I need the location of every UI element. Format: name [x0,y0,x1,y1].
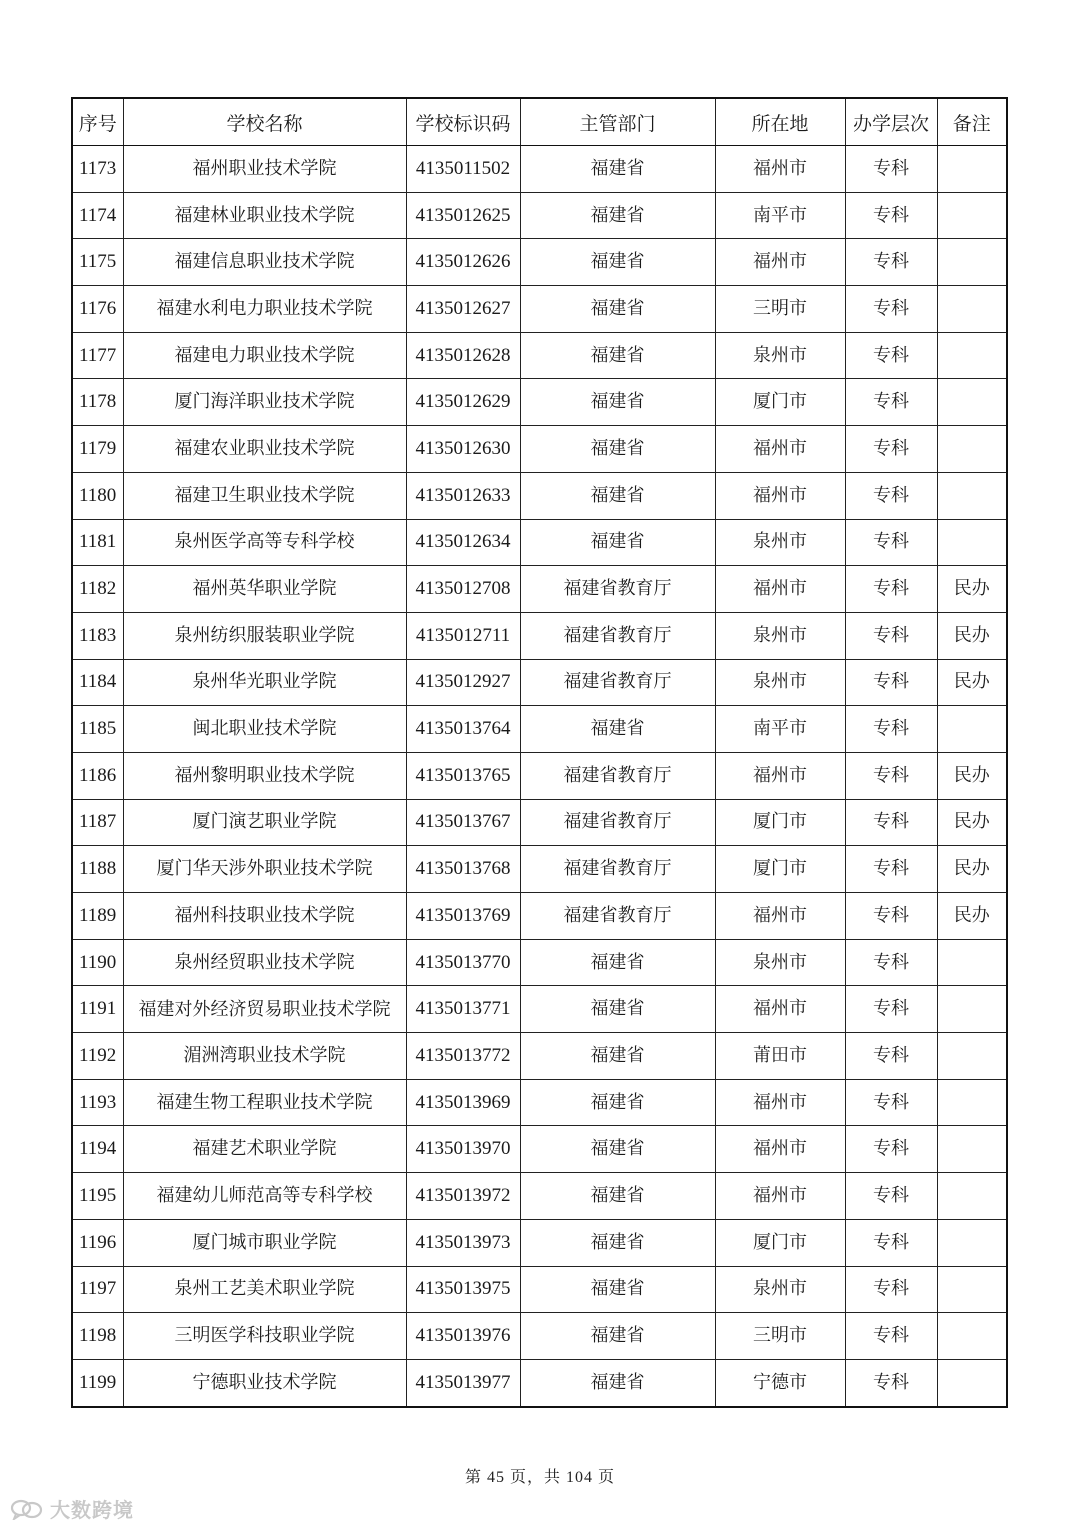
cell-school-code: 4135012626 [406,239,520,286]
header-school-name: 学校名称 [123,98,406,146]
cell-school-code: 4135012708 [406,566,520,613]
cell-note [937,379,1007,426]
cell-level: 专科 [845,752,937,799]
cell-location: 泉州市 [715,332,845,379]
cell-school-code: 4135012630 [406,426,520,473]
cell-school-code: 4135013764 [406,706,520,753]
cell-school-code: 4135013970 [406,1126,520,1173]
cell-school-name: 福建对外经济贸易职业技术学院 [123,986,406,1033]
cell-school-name: 闽北职业技术学院 [123,706,406,753]
header-row [72,98,1007,146]
header-serial-number: 序号 [72,98,123,146]
cell-school-code: 4135012634 [406,519,520,566]
cell-school-name: 福建卫生职业技术学院 [123,472,406,519]
cell-department: 福建省 [520,379,715,426]
cell-serial-number: 1185 [72,706,123,753]
cell-school-name: 福建林业职业技术学院 [123,192,406,239]
cell-location: 厦门市 [715,1219,845,1266]
cell-department: 福建省 [520,1173,715,1220]
cell-level: 专科 [845,986,937,1033]
cell-school-code: 4135013973 [406,1219,520,1266]
cell-location: 南平市 [715,706,845,753]
cell-school-name: 厦门海洋职业技术学院 [123,379,406,426]
cell-school-name: 泉州经贸职业技术学院 [123,939,406,986]
cell-department: 福建省 [520,1079,715,1126]
cell-location: 福州市 [715,1173,845,1220]
cell-school-name: 三明医学科技职业学院 [123,1313,406,1360]
cell-level: 专科 [845,612,937,659]
table-header [72,98,1007,146]
table-row [72,986,1007,1033]
cell-serial-number: 1198 [72,1313,123,1360]
cell-location: 莆田市 [715,1033,845,1080]
cell-note [937,939,1007,986]
cell-school-code: 4135013768 [406,846,520,893]
cell-department: 福建省教育厅 [520,846,715,893]
cell-school-code: 4135013975 [406,1266,520,1313]
cell-note [937,1266,1007,1313]
cell-level: 专科 [845,659,937,706]
cell-serial-number: 1178 [72,379,123,426]
cell-location: 泉州市 [715,519,845,566]
cell-school-code: 4135011502 [406,146,520,193]
cell-department: 福建省 [520,986,715,1033]
cell-note [937,1313,1007,1360]
cell-location: 三明市 [715,1313,845,1360]
cell-school-code: 4135013972 [406,1173,520,1220]
table-row [72,146,1007,193]
cell-school-code: 4135012711 [406,612,520,659]
cell-location: 三明市 [715,286,845,333]
cell-level: 专科 [845,566,937,613]
table-row [72,1033,1007,1080]
cell-school-code: 4135013770 [406,939,520,986]
cell-school-name: 福州职业技术学院 [123,146,406,193]
cell-note [937,706,1007,753]
cell-school-name: 湄洲湾职业技术学院 [123,1033,406,1080]
page-footer: 第 45 页，共 104 页 [464,1469,615,1486]
cell-location: 厦门市 [715,799,845,846]
cell-note: 民办 [937,612,1007,659]
cell-school-name: 福建生物工程职业技术学院 [123,1079,406,1126]
table-row [72,1266,1007,1313]
cell-department: 福建省 [520,1359,715,1406]
cell-serial-number: 1183 [72,612,123,659]
cell-level: 专科 [845,1126,937,1173]
cell-level: 专科 [845,1219,937,1266]
table-body [72,146,1007,1407]
cell-level: 专科 [845,706,937,753]
table-row [72,192,1007,239]
cell-location: 福州市 [715,893,845,940]
cell-school-code: 4135012927 [406,659,520,706]
table-row [72,1219,1007,1266]
cell-location: 泉州市 [715,939,845,986]
cell-department: 福建省 [520,192,715,239]
cell-school-name: 泉州医学高等专科学校 [123,519,406,566]
table-row [72,1359,1007,1406]
cell-note [937,426,1007,473]
cell-serial-number: 1195 [72,1173,123,1220]
cell-level: 专科 [845,379,937,426]
cell-location: 福州市 [715,1079,845,1126]
table-row [72,239,1007,286]
table-row [72,566,1007,613]
cell-note: 民办 [937,799,1007,846]
cell-school-name: 厦门华天涉外职业技术学院 [123,846,406,893]
cell-school-code: 4135012629 [406,379,520,426]
cell-serial-number: 1177 [72,332,123,379]
table-row [72,286,1007,333]
cell-school-name: 泉州工艺美术职业学院 [123,1266,406,1313]
cell-school-name: 泉州华光职业学院 [123,659,406,706]
cell-school-name: 厦门城市职业学院 [123,1219,406,1266]
cell-serial-number: 1174 [72,192,123,239]
cell-level: 专科 [845,1313,937,1360]
cell-note [937,1359,1007,1406]
cell-school-code: 4135013767 [406,799,520,846]
cell-level: 专科 [845,846,937,893]
cell-department: 福建省 [520,519,715,566]
cell-serial-number: 1184 [72,659,123,706]
cell-department: 福建省教育厅 [520,566,715,613]
cell-note [937,472,1007,519]
cell-department: 福建省 [520,239,715,286]
cell-level: 专科 [845,519,937,566]
cell-note [937,519,1007,566]
cell-serial-number: 1193 [72,1079,123,1126]
cell-school-name: 福州黎明职业技术学院 [123,752,406,799]
cell-school-code: 4135012628 [406,332,520,379]
table-row [72,706,1007,753]
cell-department: 福建省教育厅 [520,752,715,799]
cell-note [937,286,1007,333]
table-row [72,1313,1007,1360]
header-department: 主管部门 [520,98,715,146]
cell-school-code: 4135013771 [406,986,520,1033]
cell-location: 南平市 [715,192,845,239]
cell-school-name: 福建艺术职业学院 [123,1126,406,1173]
cell-location: 厦门市 [715,846,845,893]
cell-level: 专科 [845,192,937,239]
table-row [72,426,1007,473]
cell-location: 福州市 [715,752,845,799]
table-row [72,472,1007,519]
cell-school-name: 厦门演艺职业学院 [123,799,406,846]
table-row [72,519,1007,566]
cell-serial-number: 1179 [72,426,123,473]
cell-level: 专科 [845,1033,937,1080]
cell-serial-number: 1190 [72,939,123,986]
cell-school-code: 4135012633 [406,472,520,519]
cell-serial-number: 1191 [72,986,123,1033]
cell-note [937,986,1007,1033]
cell-serial-number: 1180 [72,472,123,519]
cell-level: 专科 [845,426,937,473]
cell-level: 专科 [845,332,937,379]
cell-department: 福建省 [520,286,715,333]
cell-department: 福建省 [520,1126,715,1173]
cell-school-code: 4135013976 [406,1313,520,1360]
table-row [72,1173,1007,1220]
cell-level: 专科 [845,893,937,940]
cell-school-name: 泉州纺织服装职业学院 [123,612,406,659]
table-row [72,612,1007,659]
cell-location: 福州市 [715,566,845,613]
cell-note [937,1033,1007,1080]
cell-department: 福建省 [520,1219,715,1266]
cell-department: 福建省教育厅 [520,893,715,940]
cell-department: 福建省教育厅 [520,612,715,659]
cell-school-name: 福建电力职业技术学院 [123,332,406,379]
table-row [72,1126,1007,1173]
cell-school-code: 4135012627 [406,286,520,333]
cell-location: 福州市 [715,986,845,1033]
cell-location: 福州市 [715,146,845,193]
header-level: 办学层次 [845,98,937,146]
cell-serial-number: 1189 [72,893,123,940]
cell-serial-number: 1186 [72,752,123,799]
school-list-table [71,97,1008,1408]
table-row [72,846,1007,893]
cell-note [937,1173,1007,1220]
cell-note: 民办 [937,752,1007,799]
cell-school-name: 福建水利电力职业技术学院 [123,286,406,333]
header-location: 所在地 [715,98,845,146]
watermark-text: 大数跨境 [50,1498,134,1522]
chat-bubbles-icon [10,1498,44,1520]
cell-location: 厦门市 [715,379,845,426]
cell-school-name: 福州科技职业技术学院 [123,893,406,940]
cell-note: 民办 [937,659,1007,706]
cell-serial-number: 1196 [72,1219,123,1266]
cell-note: 民办 [937,566,1007,613]
cell-department: 福建省教育厅 [520,799,715,846]
cell-note [937,1219,1007,1266]
cell-location: 福州市 [715,472,845,519]
cell-school-code: 4135013769 [406,893,520,940]
cell-department: 福建省教育厅 [520,659,715,706]
cell-level: 专科 [845,472,937,519]
school-list-table-wrapper [71,97,1006,1408]
cell-serial-number: 1175 [72,239,123,286]
watermark [10,1494,134,1523]
table-row [72,1079,1007,1126]
cell-school-name: 宁德职业技术学院 [123,1359,406,1406]
header-school-code: 学校标识码 [406,98,520,146]
cell-department: 福建省 [520,426,715,473]
cell-serial-number: 1181 [72,519,123,566]
cell-school-name: 福建信息职业技术学院 [123,239,406,286]
cell-location: 泉州市 [715,612,845,659]
cell-department: 福建省 [520,332,715,379]
table-row [72,799,1007,846]
cell-serial-number: 1187 [72,799,123,846]
table-row [72,379,1007,426]
table-row [72,659,1007,706]
cell-note [937,1126,1007,1173]
cell-department: 福建省 [520,1266,715,1313]
cell-note [937,239,1007,286]
cell-school-code: 4135012625 [406,192,520,239]
cell-note: 民办 [937,893,1007,940]
cell-location: 泉州市 [715,659,845,706]
cell-level: 专科 [845,1173,937,1220]
cell-serial-number: 1192 [72,1033,123,1080]
table-row [72,893,1007,940]
cell-department: 福建省 [520,706,715,753]
cell-level: 专科 [845,939,937,986]
cell-location: 宁德市 [715,1359,845,1406]
cell-serial-number: 1194 [72,1126,123,1173]
cell-level: 专科 [845,239,937,286]
cell-school-code: 4135013772 [406,1033,520,1080]
cell-serial-number: 1188 [72,846,123,893]
cell-department: 福建省 [520,472,715,519]
table-row [72,939,1007,986]
cell-location: 福州市 [715,239,845,286]
cell-department: 福建省 [520,1313,715,1360]
cell-location: 福州市 [715,1126,845,1173]
cell-school-code: 4135013765 [406,752,520,799]
table-row [72,332,1007,379]
cell-level: 专科 [845,146,937,193]
cell-department: 福建省 [520,1033,715,1080]
cell-school-name: 福建幼儿师范高等专科学校 [123,1173,406,1220]
cell-level: 专科 [845,286,937,333]
cell-note [937,192,1007,239]
cell-level: 专科 [845,1079,937,1126]
cell-serial-number: 1199 [72,1359,123,1406]
cell-serial-number: 1182 [72,566,123,613]
cell-note [937,332,1007,379]
cell-level: 专科 [845,1266,937,1313]
cell-location: 泉州市 [715,1266,845,1313]
cell-school-code: 4135013969 [406,1079,520,1126]
header-note: 备注 [937,98,1007,146]
table-row [72,752,1007,799]
cell-note [937,146,1007,193]
cell-note: 民办 [937,846,1007,893]
cell-serial-number: 1176 [72,286,123,333]
cell-level: 专科 [845,799,937,846]
cell-location: 福州市 [715,426,845,473]
cell-serial-number: 1197 [72,1266,123,1313]
cell-school-name: 福州英华职业学院 [123,566,406,613]
cell-level: 专科 [845,1359,937,1406]
cell-department: 福建省 [520,146,715,193]
cell-note [937,1079,1007,1126]
cell-department: 福建省 [520,939,715,986]
cell-school-code: 4135013977 [406,1359,520,1406]
cell-serial-number: 1173 [72,146,123,193]
cell-school-name: 福建农业职业技术学院 [123,426,406,473]
